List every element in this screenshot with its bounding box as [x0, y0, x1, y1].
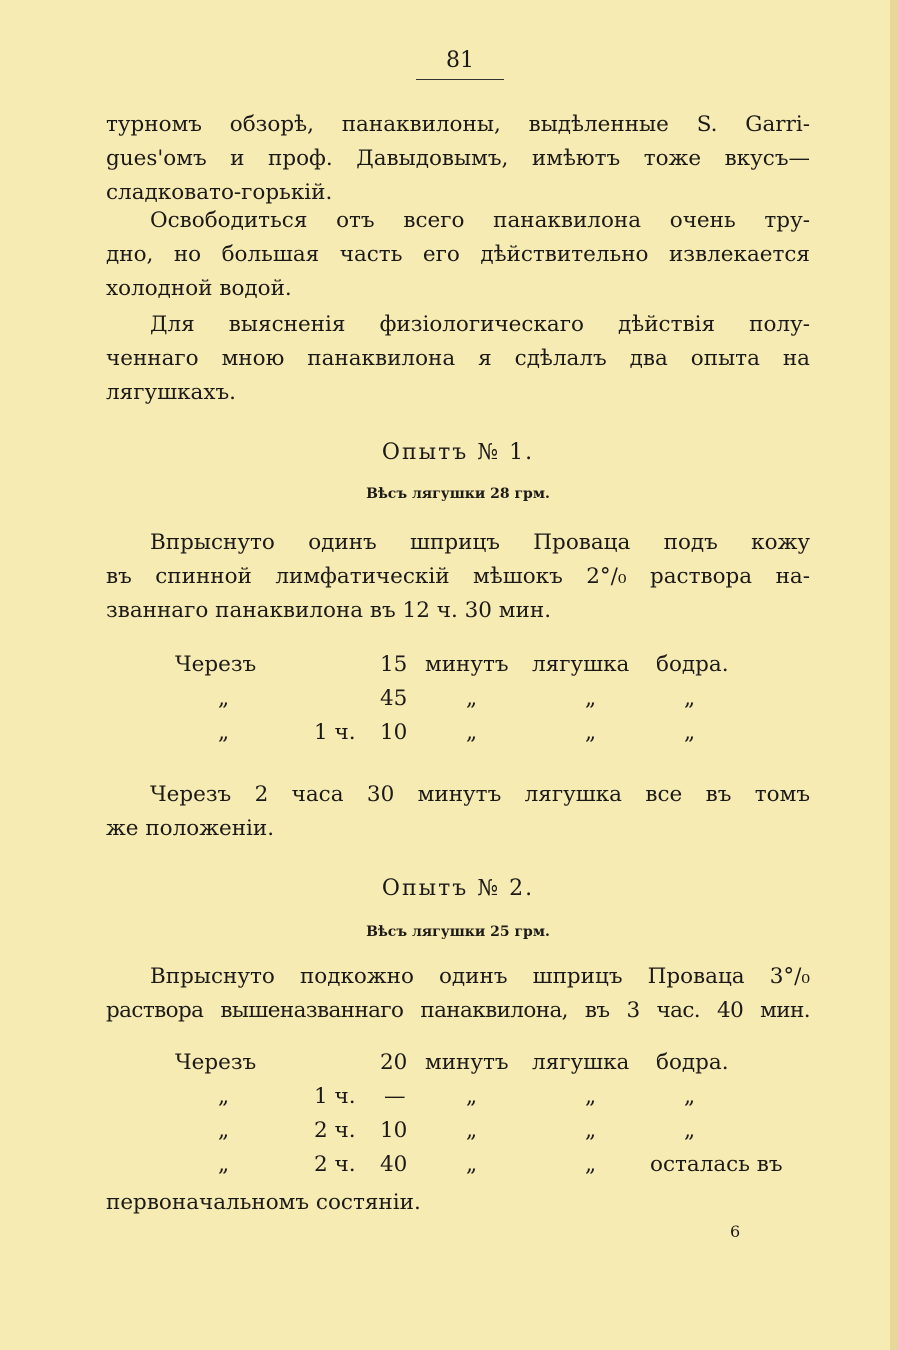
row-hour: 1 ч.: [314, 1084, 356, 1109]
row-ditto: „: [466, 1152, 478, 1177]
observation-row: [0, 686, 898, 716]
text-line: лягушкахъ.: [106, 380, 237, 405]
text-line: ченнаго мною панаквилона я сдѣлалъ два опыта на: [106, 346, 810, 371]
paragraph-purpose: [106, 308, 810, 410]
row-hour: 1 ч.: [314, 720, 356, 745]
text-line: холодной водой.: [106, 276, 292, 301]
row-number: 10: [380, 1118, 408, 1143]
text-line: Для выясненія физіологическаго дѣйствія полу-: [150, 312, 810, 337]
observation-row: [0, 1152, 898, 1182]
row-hour: 2 ч.: [314, 1152, 356, 1177]
row-ditto: „: [218, 686, 230, 711]
text-line: турномъ обзорѣ, панаквилоны, выдѣленные S. Garri-: [106, 112, 810, 137]
row-ditto: „: [585, 1118, 597, 1143]
observation-row: [0, 1084, 898, 1114]
row-number: 10: [380, 720, 408, 745]
experiment-1-weight: Вѣсъ лягушки 28 грм.: [366, 486, 550, 502]
observation-row: [0, 1050, 898, 1080]
row-number: 20: [380, 1050, 408, 1075]
paragraph-result-1: [106, 778, 810, 846]
observation-row: [0, 652, 898, 682]
row-subject: лягушка: [532, 1050, 630, 1075]
row-subject: лягушка: [532, 652, 630, 677]
text-line: первоначальномъ состяніи.: [106, 1190, 421, 1215]
row-unit: минутъ: [425, 1050, 509, 1075]
row-label: Черезъ: [175, 652, 257, 677]
row-number: —: [384, 1084, 406, 1109]
page-number: 81: [416, 48, 504, 80]
text-line: званнаго панаквилона въ 12 ч. 30 мин.: [106, 598, 552, 623]
row-ditto: „: [218, 1084, 230, 1109]
experiment-2-title: Опытъ № 2.: [381, 876, 535, 901]
observation-row: [0, 1118, 898, 1148]
row-ditto: „: [466, 1084, 478, 1109]
text-line: Освободиться отъ всего панаквилона очень тру-: [150, 208, 810, 233]
paragraph-intro: [106, 108, 810, 210]
row-label: Черезъ: [175, 1050, 257, 1075]
paragraph-extraction: [106, 204, 810, 306]
experiment-2-weight: Вѣсъ лягушки 25 грм.: [366, 924, 550, 940]
experiment-1-title: Опытъ № 1.: [381, 440, 535, 465]
row-ditto: „: [218, 1152, 230, 1177]
text-line: въ спинной лимфатическій мѣшокъ 2°/₀ раствора на-: [106, 564, 810, 589]
row-ditto: „: [218, 720, 230, 745]
row-hour: 2 ч.: [314, 1118, 356, 1143]
signature-mark: 6: [730, 1222, 741, 1241]
row-ditto: „: [466, 720, 478, 745]
paragraph-experiment-1: [106, 526, 810, 628]
row-ditto: „: [585, 1152, 597, 1177]
text-line: gues'омъ и проф. Давыдовымъ, имѣютъ тоже вкусъ—: [106, 146, 810, 171]
closing-line: [106, 1186, 810, 1220]
row-ditto: „: [684, 1118, 696, 1143]
row-ditto: „: [684, 686, 696, 711]
row-ditto: „: [585, 686, 597, 711]
row-ditto: „: [684, 1084, 696, 1109]
row-ditto: „: [585, 720, 597, 745]
row-ditto: „: [466, 1118, 478, 1143]
row-state: бодра.: [656, 652, 729, 677]
text-line: дно, но большая часть его дѣйствительно извлекается: [106, 242, 810, 267]
text-line: Впрыснуто одинъ шприцъ Провацa подъ кожу: [150, 530, 810, 555]
row-ditto: „: [585, 1084, 597, 1109]
text-line: Черезъ 2 часа 30 минутъ лягушка все въ томъ: [150, 782, 810, 807]
text-line: сладковато-горькій.: [106, 180, 333, 205]
observation-row: [0, 720, 898, 750]
row-ditto: „: [218, 1118, 230, 1143]
row-state: осталась въ: [650, 1152, 783, 1177]
row-ditto: „: [466, 686, 478, 711]
row-number: 15: [380, 652, 408, 677]
row-number: 40: [380, 1152, 408, 1177]
text-line: раствора вышеназваннаго панаквилона, въ 3 час. 40 мин.: [106, 998, 810, 1023]
paragraph-experiment-2: [106, 960, 810, 1028]
text-line: Впрыснуто подкожно одинъ шприцъ Провацa 3°/₀: [150, 964, 810, 989]
row-ditto: „: [684, 720, 696, 745]
row-state: бодра.: [656, 1050, 729, 1075]
text-line: же положеніи.: [106, 816, 275, 841]
row-unit: минутъ: [425, 652, 509, 677]
row-number: 45: [380, 686, 408, 711]
